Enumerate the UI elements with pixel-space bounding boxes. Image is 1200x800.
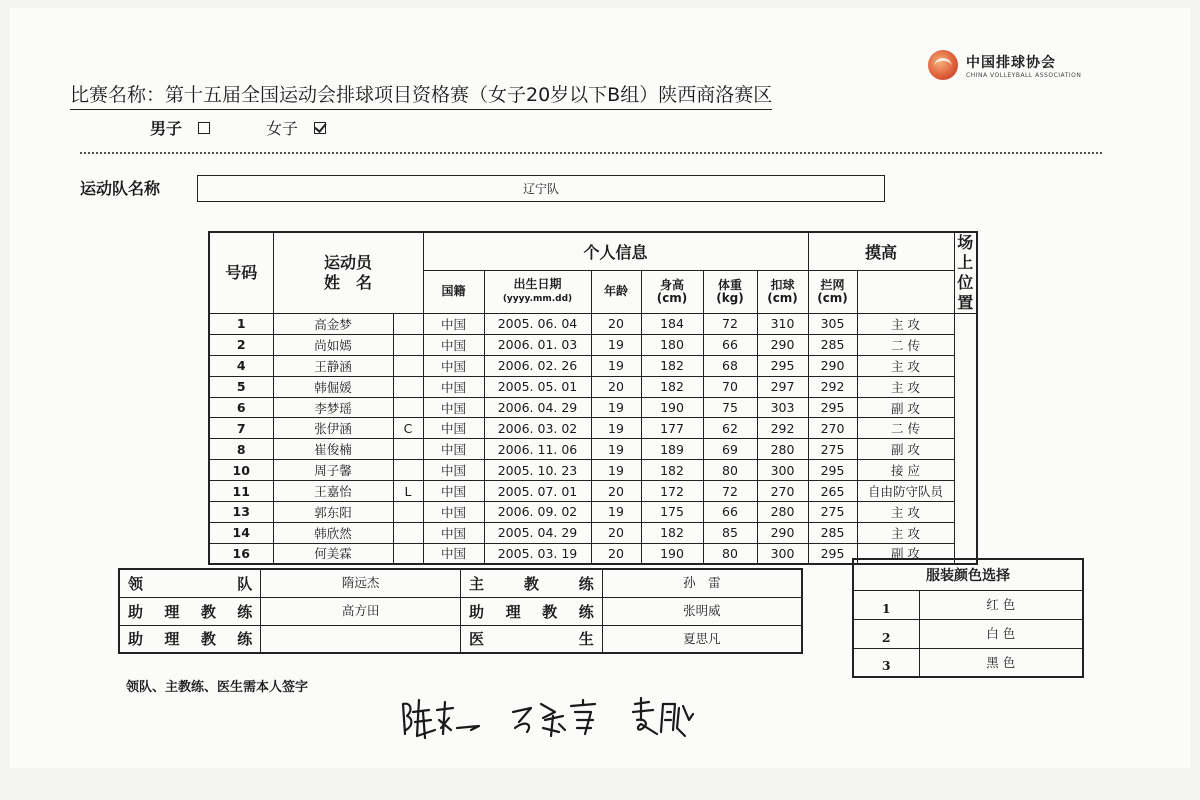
- player-birthdate: 2006. 09. 02: [484, 502, 591, 523]
- player-weight: 66: [703, 502, 757, 523]
- player-weight: 72: [703, 314, 757, 335]
- player-weight: 68: [703, 355, 757, 376]
- player-weight: 75: [703, 397, 757, 418]
- player-nationality: 中国: [423, 418, 484, 439]
- uniform-color-title: 服装颜色选择: [853, 559, 1083, 590]
- player-number: 5: [209, 376, 273, 397]
- header-spike: 扣球 (cm): [757, 270, 808, 313]
- doctor-name[interactable]: 夏思凡: [602, 625, 802, 653]
- player-block-reach: 265: [808, 481, 857, 502]
- player-birthdate: 2006. 11. 06: [484, 439, 591, 460]
- player-age: 20: [591, 314, 641, 335]
- player-number: 1: [209, 314, 273, 335]
- player-name: 崔俊楠: [273, 439, 393, 460]
- player-role-mark: C: [393, 418, 423, 439]
- player-block-reach: 305: [808, 314, 857, 335]
- player-name: 王静涵: [273, 355, 393, 376]
- uniform-option-index: 3: [853, 648, 919, 677]
- player-role-mark: [393, 502, 423, 523]
- player-role-mark: L: [393, 481, 423, 502]
- player-weight: 70: [703, 376, 757, 397]
- player-age: 20: [591, 522, 641, 543]
- player-name: 王嘉怡: [273, 481, 393, 502]
- player-position: 主 攻: [857, 355, 954, 376]
- player-number: 14: [209, 522, 273, 543]
- player-spike-reach: 270: [757, 481, 808, 502]
- female-checkbox[interactable]: [314, 122, 326, 134]
- player-birthdate: 2005. 07. 01: [484, 481, 591, 502]
- player-spike-reach: 300: [757, 543, 808, 564]
- player-age: 20: [591, 376, 641, 397]
- player-height: 172: [641, 481, 703, 502]
- player-height: 182: [641, 355, 703, 376]
- header-number: 号码: [209, 232, 273, 314]
- player-name: 韩倔媛: [273, 376, 393, 397]
- player-age: 20: [591, 543, 641, 564]
- team-name-field[interactable]: [197, 175, 885, 202]
- player-age: 20: [591, 481, 641, 502]
- roster-row: [209, 460, 977, 481]
- roster-row: [209, 481, 977, 502]
- player-name: 何美霖: [273, 543, 393, 564]
- player-nationality: 中国: [423, 460, 484, 481]
- player-spike-reach: 290: [757, 334, 808, 355]
- player-number: 4: [209, 355, 273, 376]
- player-block-reach: 290: [808, 355, 857, 376]
- player-position: 二 传: [857, 418, 954, 439]
- player-nationality: 中国: [423, 376, 484, 397]
- assistant-coach-name-3[interactable]: 张明威: [602, 597, 802, 625]
- player-role-mark: [393, 543, 423, 564]
- roster-row: [209, 418, 977, 439]
- handwritten-signatures: [395, 690, 735, 750]
- player-position: 主 攻: [857, 522, 954, 543]
- player-nationality: 中国: [423, 502, 484, 523]
- player-number: 2: [209, 334, 273, 355]
- player-weight: 85: [703, 522, 757, 543]
- header-nationality: 国籍: [423, 270, 484, 313]
- uniform-option-color[interactable]: 白 色: [919, 619, 1083, 648]
- player-spike-reach: 290: [757, 522, 808, 543]
- logo-text-cn: 中国排球协会: [966, 54, 1056, 71]
- signature-note: 领队、主教练、医生需本人签字: [126, 680, 309, 695]
- player-role-mark: [393, 334, 423, 355]
- player-spike-reach: 280: [757, 502, 808, 523]
- player-age: 19: [591, 439, 641, 460]
- player-position: 副 攻: [857, 543, 954, 564]
- player-birthdate: 2005. 03. 19: [484, 543, 591, 564]
- player-position: 接 应: [857, 460, 954, 481]
- player-age: 19: [591, 355, 641, 376]
- player-name: 尚如嫣: [273, 334, 393, 355]
- player-height: 182: [641, 376, 703, 397]
- player-age: 19: [591, 397, 641, 418]
- head-coach-label: 主教练: [460, 569, 602, 597]
- player-block-reach: 295: [808, 397, 857, 418]
- player-nationality: 中国: [423, 314, 484, 335]
- player-role-mark: [393, 314, 423, 335]
- roster-row: [209, 502, 977, 523]
- player-nationality: 中国: [423, 522, 484, 543]
- male-checkbox[interactable]: [198, 122, 210, 134]
- player-block-reach: 292: [808, 376, 857, 397]
- player-nationality: 中国: [423, 439, 484, 460]
- player-birthdate: 2006. 03. 02: [484, 418, 591, 439]
- player-name: 韩欣然: [273, 522, 393, 543]
- player-role-mark: [393, 355, 423, 376]
- player-weight: 72: [703, 481, 757, 502]
- player-weight: 69: [703, 439, 757, 460]
- head-coach-name[interactable]: 孙 雷: [602, 569, 802, 597]
- player-spike-reach: 303: [757, 397, 808, 418]
- player-number: 10: [209, 460, 273, 481]
- dotted-divider: [80, 152, 1102, 154]
- header-personal-info: 个人信息: [423, 232, 808, 270]
- header-age: 年龄: [591, 270, 641, 313]
- player-birthdate: 2006. 04. 29: [484, 397, 591, 418]
- player-block-reach: 285: [808, 334, 857, 355]
- player-age: 19: [591, 334, 641, 355]
- player-number: 6: [209, 397, 273, 418]
- player-nationality: 中国: [423, 481, 484, 502]
- player-block-reach: 275: [808, 502, 857, 523]
- player-block-reach: 275: [808, 439, 857, 460]
- player-position: 副 攻: [857, 439, 954, 460]
- header-height: 身高 (cm): [641, 270, 703, 313]
- gender-selector: [150, 116, 382, 139]
- roster-row: [209, 397, 977, 418]
- player-height: 177: [641, 418, 703, 439]
- player-role-mark: [393, 439, 423, 460]
- leader-name[interactable]: 隋远杰: [261, 569, 461, 597]
- volleyball-logo-icon: [928, 50, 958, 80]
- uniform-option-index: 1: [853, 590, 919, 619]
- header-athlete: 运动员 姓 名: [273, 232, 423, 314]
- player-nationality: 中国: [423, 543, 484, 564]
- team-name-label: 运动队名称: [80, 179, 161, 198]
- logo-text-en: CHINA VOLLEYBALL ASSOCIATION: [966, 71, 1082, 79]
- player-position: 主 攻: [857, 376, 954, 397]
- assistant-coach-label-1: 助理教练: [119, 597, 261, 625]
- player-name: 郭东阳: [273, 502, 393, 523]
- player-birthdate: 2006. 02. 26: [484, 355, 591, 376]
- assistant-coach-label-2: 助理教练: [119, 625, 261, 653]
- player-name: 周子馨: [273, 460, 393, 481]
- player-weight: 80: [703, 460, 757, 481]
- player-spike-reach: 295: [757, 355, 808, 376]
- header-weight: 体重 (kg): [703, 270, 757, 313]
- player-role-mark: [393, 376, 423, 397]
- player-number: 16: [209, 543, 273, 564]
- uniform-option-color[interactable]: 红 色: [919, 590, 1083, 619]
- match-name: 比赛名称：第十五届全国运动会排球项目资格赛（女子20岁以下B组）陕西商洛赛区: [70, 80, 772, 110]
- player-height: 180: [641, 334, 703, 355]
- assistant-coach-name-2[interactable]: [261, 625, 461, 653]
- doctor-label: 医 生: [460, 625, 602, 653]
- player-number: 11: [209, 481, 273, 502]
- player-role-mark: [393, 522, 423, 543]
- roster-row: [209, 355, 977, 376]
- player-block-reach: 295: [808, 460, 857, 481]
- player-block-reach: 270: [808, 418, 857, 439]
- association-logo: [928, 50, 1081, 80]
- player-position: 主 攻: [857, 314, 954, 335]
- roster-row: [209, 376, 977, 397]
- header-birthdate: 出生日期 (yyyy.mm.dd): [484, 270, 591, 313]
- player-height: 184: [641, 314, 703, 335]
- player-height: 175: [641, 502, 703, 523]
- player-name: 李梦瑶: [273, 397, 393, 418]
- uniform-option-index: 2: [853, 619, 919, 648]
- player-height: 190: [641, 543, 703, 564]
- player-spike-reach: 297: [757, 376, 808, 397]
- player-age: 19: [591, 502, 641, 523]
- uniform-option-color[interactable]: 黑 色: [919, 648, 1083, 677]
- player-position: 副 攻: [857, 397, 954, 418]
- player-weight: 80: [703, 543, 757, 564]
- player-block-reach: 285: [808, 522, 857, 543]
- player-spike-reach: 280: [757, 439, 808, 460]
- player-position: 主 攻: [857, 502, 954, 523]
- player-age: 19: [591, 460, 641, 481]
- assistant-coach-name-1[interactable]: 高方田: [261, 597, 461, 625]
- player-birthdate: 2006. 01. 03: [484, 334, 591, 355]
- player-height: 182: [641, 522, 703, 543]
- player-nationality: 中国: [423, 397, 484, 418]
- player-role-mark: [393, 460, 423, 481]
- player-position: 自由防守队员: [857, 481, 954, 502]
- player-block-reach: 295: [808, 543, 857, 564]
- player-birthdate: 2005. 05. 01: [484, 376, 591, 397]
- player-birthdate: 2005. 10. 23: [484, 460, 591, 481]
- male-label: 男子: [150, 119, 183, 138]
- player-birthdate: 2005. 06. 04: [484, 314, 591, 335]
- player-spike-reach: 300: [757, 460, 808, 481]
- player-name: 高金梦: [273, 314, 393, 335]
- team-name-value: 辽宁队: [522, 182, 559, 196]
- player-age: 19: [591, 418, 641, 439]
- player-height: 190: [641, 397, 703, 418]
- player-name: 张伊涵: [273, 418, 393, 439]
- header-position: 场上 位置: [954, 232, 977, 314]
- leader-label: 领 队: [119, 569, 261, 597]
- roster-row: [209, 522, 977, 543]
- header-reach: 摸高: [808, 232, 954, 270]
- player-birthdate: 2005. 04. 29: [484, 522, 591, 543]
- player-number: 13: [209, 502, 273, 523]
- player-position: 二 传: [857, 334, 954, 355]
- roster-row: [209, 314, 977, 335]
- roster-row: [209, 334, 977, 355]
- roster-table: [208, 231, 978, 565]
- player-spike-reach: 310: [757, 314, 808, 335]
- player-role-mark: [393, 397, 423, 418]
- uniform-color-table: [852, 558, 1084, 678]
- player-weight: 62: [703, 418, 757, 439]
- player-nationality: 中国: [423, 355, 484, 376]
- assistant-coach-label-3: 助理教练: [460, 597, 602, 625]
- roster-row: [209, 439, 977, 460]
- player-height: 189: [641, 439, 703, 460]
- player-nationality: 中国: [423, 334, 484, 355]
- staff-table: [118, 568, 803, 654]
- female-label: 女子: [266, 119, 299, 138]
- player-number: 8: [209, 439, 273, 460]
- player-weight: 66: [703, 334, 757, 355]
- player-spike-reach: 292: [757, 418, 808, 439]
- player-height: 182: [641, 460, 703, 481]
- header-block: 拦网 (cm): [808, 270, 857, 313]
- player-number: 7: [209, 418, 273, 439]
